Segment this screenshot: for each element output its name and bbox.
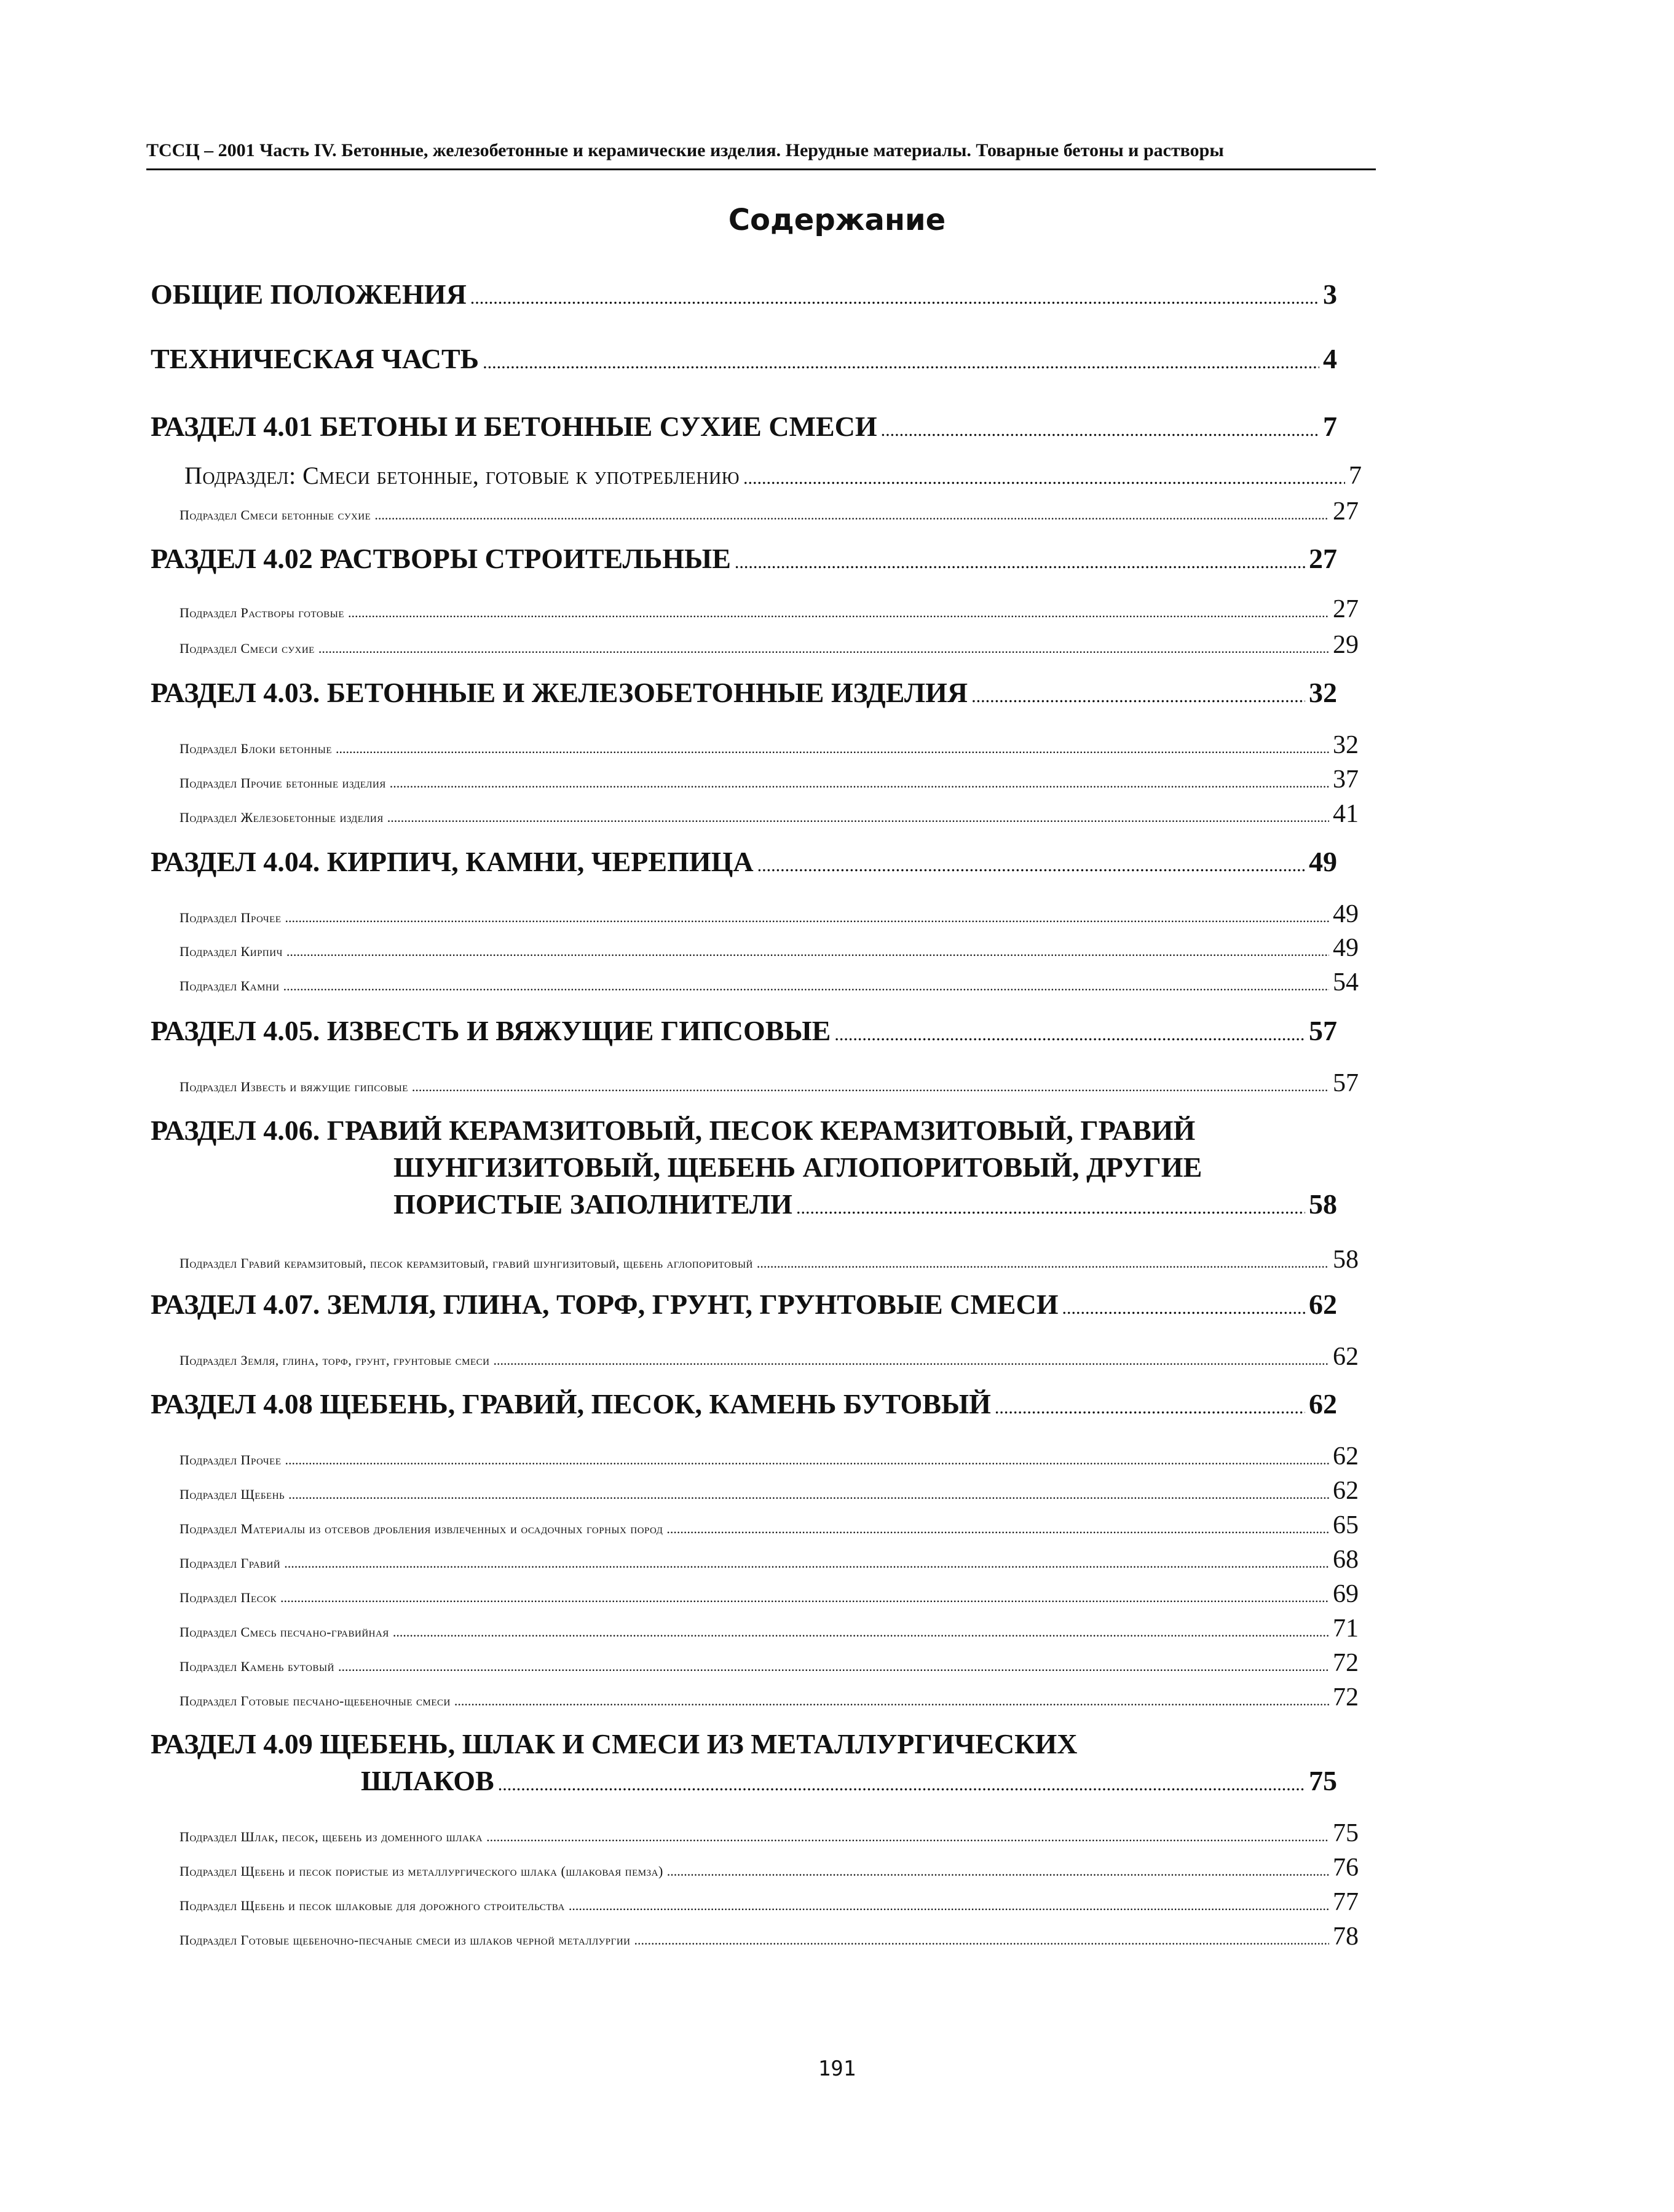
toc-page-number: 27 [1333, 595, 1359, 623]
toc-subsection-label: Подраздел Камни [180, 978, 280, 993]
toc-subsection[interactable] [180, 497, 1359, 526]
toc-subsection-label: Подраздел Растворы готовые [180, 605, 344, 620]
toc-section-4-06[interactable] [393, 1188, 1337, 1220]
toc-page-number: 7 [1323, 411, 1337, 442]
toc-page-number: 69 [1333, 1580, 1359, 1608]
dot-leader [412, 1079, 1329, 1095]
toc-page-number: 62 [1309, 1289, 1337, 1320]
toc-subsection[interactable] [180, 1579, 1359, 1609]
dot-leader [280, 1590, 1329, 1606]
toc-section-4-01[interactable] [151, 410, 1337, 443]
toc-section-4-09-line1[interactable]: РАЗДЕЛ 4.09 ЩЕБЕНЬ, ШЛАК И СМЕСИ ИЗ МЕТАЛЛУРГИЧЕСКИХ [151, 1728, 1078, 1760]
dot-leader [393, 1624, 1329, 1640]
dot-leader [390, 775, 1329, 791]
toc-subsection-label: Подраздел Песок [180, 1590, 277, 1605]
toc-subsection[interactable] [180, 630, 1359, 660]
toc-page-number: 72 [1333, 1649, 1359, 1677]
toc-section-label: РАЗДЕЛ 4.03. БЕТОННЫЕ И ЖЕЛЕЗОБЕТОННЫЕ ИЗДЕЛИЯ [151, 677, 968, 708]
toc-page-number: 78 [1333, 1922, 1359, 1951]
dot-leader [796, 1198, 1305, 1219]
toc-page-number: 41 [1333, 800, 1359, 828]
dot-leader [757, 1255, 1329, 1271]
toc-page-number: 71 [1333, 1614, 1359, 1643]
toc-subsection-label: Подраздел Готовые щебеночно-песчаные смеси из шлаков черной металлургии [180, 1932, 631, 1948]
toc-subsection[interactable] [180, 799, 1359, 829]
dot-leader [498, 1774, 1305, 1795]
toc-subsection-label: Подраздел Щебень и песок шлаковые для дорожного строительства [180, 1898, 565, 1913]
toc-page-number: 32 [1333, 731, 1359, 759]
dot-leader [743, 468, 1345, 489]
toc-subsection-label: Подраздел Смеси бетонные сухие [180, 507, 371, 523]
toc-subsection[interactable] [180, 730, 1359, 760]
toc-subsection-label: Подраздел Материалы из отсевов дробления извлеченных и осадочных горных пород [180, 1521, 663, 1536]
toc-subsection-label: Подраздел Шлак, песок, щебень из доменного шлака [180, 1829, 483, 1844]
dot-leader [493, 1353, 1329, 1369]
dot-leader [374, 507, 1329, 523]
dot-leader [483, 352, 1319, 373]
toc-subsection-label: Подраздел Прочее [180, 910, 282, 925]
dot-leader [470, 288, 1319, 309]
dot-leader [338, 1659, 1329, 1675]
dot-leader [735, 552, 1305, 573]
toc-section-technical[interactable] [151, 342, 1337, 375]
toc-section-4-03[interactable] [151, 676, 1337, 709]
toc-subsection-label: Подраздел Гравий [180, 1555, 281, 1571]
dot-leader [995, 1397, 1305, 1418]
toc-subsection[interactable] [180, 968, 1359, 997]
toc-subsection[interactable] [180, 1648, 1359, 1678]
toc-page-number: 4 [1323, 343, 1337, 374]
dot-leader [834, 1024, 1305, 1045]
toc-subsection[interactable] [180, 1683, 1359, 1712]
toc-subsection-label: Подраздел Железобетонные изделия [180, 810, 384, 825]
toc-subsection[interactable] [180, 933, 1359, 963]
dot-leader [288, 1487, 1329, 1503]
toc-section-label: ТЕХНИЧЕСКАЯ ЧАСТЬ [151, 343, 480, 374]
dot-leader [971, 686, 1305, 707]
toc-page-number: 49 [1333, 934, 1359, 962]
toc-subsection[interactable] [180, 1819, 1359, 1848]
toc-page-number: 75 [1309, 1765, 1337, 1796]
dot-leader [486, 1829, 1329, 1845]
toc-page-number: 62 [1333, 1343, 1359, 1371]
toc-page-number: 29 [1333, 631, 1359, 659]
toc-section-4-06-line2[interactable]: ШУНГИЗИТОВЫЙ, ЩЕБЕНЬ АГЛОПОРИТОВЫЙ, ДРУГИЕ [393, 1151, 1202, 1183]
toc-page-number: 68 [1333, 1546, 1359, 1574]
dot-leader [387, 810, 1329, 826]
page-title: Содержание [728, 203, 946, 237]
toc-subsection[interactable] [180, 1853, 1359, 1882]
dot-leader [284, 1555, 1329, 1571]
toc-subsection[interactable] [180, 1245, 1359, 1274]
dot-leader [283, 978, 1329, 994]
toc-section-4-05[interactable] [151, 1014, 1337, 1047]
toc-page-number: 75 [1333, 1819, 1359, 1847]
toc-subsection-label: Подраздел Смеси сухие [180, 641, 315, 656]
toc-section-label: РАЗДЕЛ 4.02 РАСТВОРЫ СТРОИТЕЛЬНЫЕ [151, 543, 731, 574]
toc-section-4-09[interactable] [361, 1764, 1337, 1797]
toc-subsection[interactable] [180, 1614, 1359, 1643]
toc-page-number: 58 [1309, 1188, 1337, 1220]
toc-subsection[interactable] [180, 1342, 1359, 1372]
toc-subsection[interactable] [180, 1511, 1359, 1540]
toc-subsection-label: Подраздел Щебень [180, 1487, 285, 1502]
dot-leader [318, 641, 1329, 657]
toc-subsection[interactable] [180, 1887, 1359, 1917]
toc-page-number: 37 [1333, 765, 1359, 794]
toc-section-label: ШЛАКОВ [361, 1765, 494, 1796]
dot-leader [454, 1693, 1329, 1709]
toc-subsection[interactable] [180, 1476, 1359, 1506]
toc-section-4-02[interactable] [151, 542, 1337, 575]
toc-page-number: 62 [1309, 1388, 1337, 1420]
toc-subsection-label: Подраздел Кирпич [180, 944, 283, 959]
toc-page-number: 72 [1333, 1683, 1359, 1712]
toc-subsection-label: Подраздел Прочие бетонные изделия [180, 775, 386, 791]
toc-section-label: РАЗДЕЛ 4.01 БЕТОНЫ И БЕТОННЫЕ СУХИЕ СМЕСИ [151, 411, 877, 442]
toc-section-label: РАЗДЕЛ 4.05. ИЗВЕСТЬ И ВЯЖУЩИЕ ГИПСОВЫЕ [151, 1015, 831, 1046]
toc-section-4-06-line1[interactable]: РАЗДЕЛ 4.06. ГРАВИЙ КЕРАМЗИТОВЫЙ, ПЕСОК КЕРАМЗИТОВЫЙ, ГРАВИЙ [151, 1115, 1196, 1146]
dot-leader [634, 1932, 1329, 1948]
toc-section-label: РАЗДЕЛ 4.04. КИРПИЧ, КАМНИ, ЧЕРЕПИЦА [151, 846, 754, 877]
page-number: 191 [818, 2056, 856, 2081]
toc-subsection-label: Подраздел Гравий керамзитовый, песок керамзитовый, гравий шунгизитовый, щебень аглопоритовый [180, 1255, 753, 1271]
toc-subsection-label: Подраздел Прочее [180, 1452, 282, 1467]
dot-leader [348, 605, 1329, 621]
dot-leader [666, 1521, 1329, 1537]
toc-subsection-label: Подраздел Известь и вяжущие гипсовые [180, 1079, 408, 1094]
toc-subsection-label: Подраздел Щебень и песок пористые из металлургического шлака (шлаковая пемза) [180, 1863, 663, 1879]
dot-leader [285, 1452, 1329, 1468]
toc-subsection[interactable] [180, 1545, 1359, 1574]
toc-section-4-04[interactable] [151, 845, 1337, 878]
toc-subsection[interactable] [180, 1068, 1359, 1098]
dot-leader [569, 1898, 1329, 1914]
toc-page-number: 77 [1333, 1888, 1359, 1916]
toc-section-general[interactable] [151, 278, 1337, 310]
running-header: ТССЦ – 2001 Часть IV. Бетонные, железобетонные и керамические изделия. Нерудные материалы. Товарные бетоны и растворы [146, 140, 1224, 160]
toc-subsection[interactable] [180, 594, 1359, 624]
toc-section-label: ПОРИСТЫЕ ЗАПОЛНИТЕЛИ [393, 1188, 792, 1220]
toc-section-4-07[interactable] [151, 1288, 1337, 1321]
dot-leader [881, 420, 1319, 441]
toc-section-label: РАЗДЕЛ 4.08 ЩЕБЕНЬ, ГРАВИЙ, ПЕСОК, КАМЕНЬ БУТОВЫЙ [151, 1388, 991, 1420]
dot-leader [1062, 1298, 1306, 1319]
toc-subsection-label: Подраздел: Смеси бетонные, готовые к употреблению [184, 462, 740, 489]
toc-page-number: 32 [1309, 677, 1337, 708]
toc-section-label: РАЗДЕЛ 4.07. ЗЕМЛЯ, ГЛИНА, ТОРФ, ГРУНТ, ГРУНТОВЫЕ СМЕСИ [151, 1289, 1059, 1320]
toc-subsection[interactable] [180, 1442, 1359, 1471]
header-rule [146, 168, 1376, 170]
toc-subsection[interactable] [184, 461, 1362, 491]
toc-page-number: 65 [1333, 1511, 1359, 1539]
toc-page-number: 3 [1323, 278, 1337, 310]
toc-subsection[interactable] [180, 899, 1359, 929]
toc-subsection-label: Подраздел Готовые песчано-щебеночные смеси [180, 1693, 451, 1708]
toc-subsection[interactable] [180, 1922, 1359, 1951]
toc-page-number: 57 [1309, 1015, 1337, 1046]
dot-leader [667, 1863, 1329, 1879]
toc-page-number: 27 [1309, 543, 1337, 574]
toc-subsection-label: Подраздел Блоки бетонные [180, 741, 333, 756]
dot-leader [757, 855, 1305, 876]
toc-subsection[interactable] [180, 765, 1359, 794]
toc-page-number: 62 [1333, 1477, 1359, 1505]
toc-page-number: 27 [1333, 497, 1359, 526]
toc-subsection-label: Подраздел Камень бутовый [180, 1659, 334, 1674]
toc-section-label: ОБЩИЕ ПОЛОЖЕНИЯ [151, 278, 467, 310]
toc-page-number: 54 [1333, 968, 1359, 997]
toc-page-number: 49 [1309, 846, 1337, 877]
dot-leader [285, 910, 1329, 926]
toc-page-number: 7 [1349, 462, 1362, 490]
toc-section-4-08[interactable] [151, 1388, 1337, 1420]
dot-leader [336, 741, 1329, 757]
toc-page-number: 58 [1333, 1246, 1359, 1274]
toc-page-number: 62 [1333, 1442, 1359, 1471]
toc-subsection-label: Подраздел Смесь песчано-гравийная [180, 1624, 389, 1640]
dot-leader [286, 944, 1329, 960]
toc-page-number: 49 [1333, 900, 1359, 928]
toc-subsection-label: Подраздел Земля, глина, торф, грунт, грунтовые смеси [180, 1353, 490, 1368]
toc-page-number: 76 [1333, 1854, 1359, 1882]
toc-page-number: 57 [1333, 1069, 1359, 1097]
